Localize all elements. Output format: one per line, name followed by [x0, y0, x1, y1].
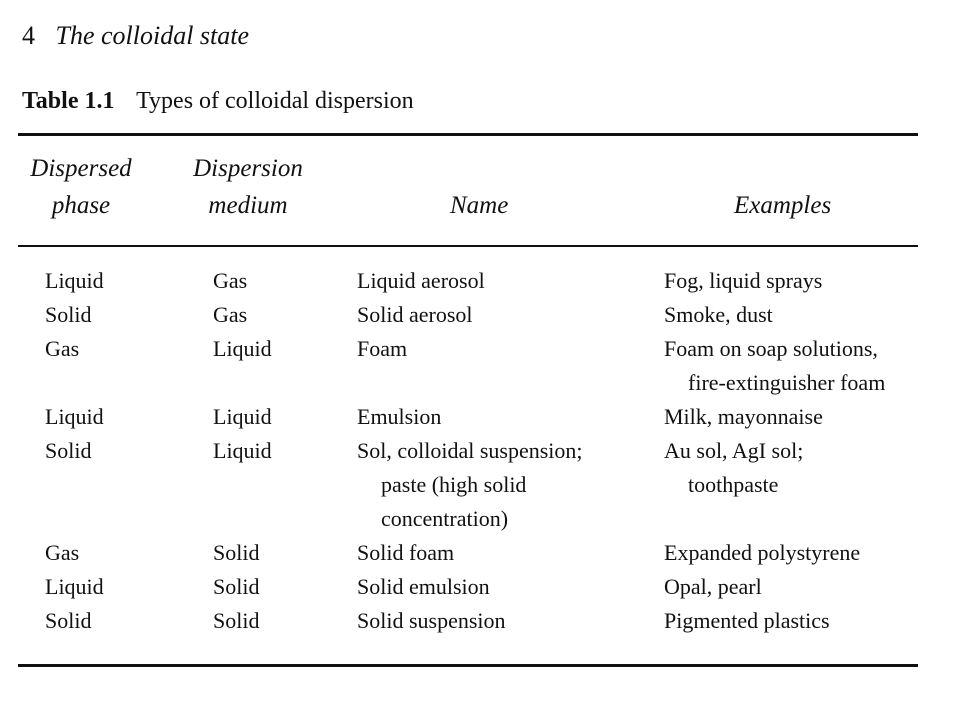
- cell-name-line: Solid emulsion: [357, 574, 490, 599]
- running-head: [22, 20, 249, 52]
- cell-name: [357, 332, 407, 366]
- cell-dispersion-medium: Gas: [213, 302, 248, 327]
- table-row: [0, 604, 960, 638]
- header-name: Name: [450, 192, 509, 219]
- cell-examples: [664, 570, 762, 604]
- page-number: 4: [22, 21, 35, 50]
- cell-examples-line: Smoke, dust: [664, 302, 773, 327]
- cell-name-line: Solid suspension: [357, 608, 506, 633]
- cell-dispersion-medium: Liquid: [213, 336, 272, 361]
- table-row: [0, 298, 960, 332]
- table-row: [0, 434, 960, 536]
- cell-name-line: Liquid aerosol: [357, 268, 485, 293]
- cell-name: [357, 400, 441, 434]
- cell-examples: [664, 434, 803, 502]
- cell-examples-line: Expanded polystyrene: [664, 540, 861, 565]
- table-label: Table 1.1: [22, 88, 115, 114]
- cell-name-line: Sol, colloidal suspension;: [357, 438, 583, 463]
- table-top-rule: [18, 133, 918, 136]
- cell-name-line: Solid foam: [357, 540, 455, 565]
- running-head-title: The colloidal state: [55, 21, 250, 50]
- cell-dispersion-medium: Liquid: [213, 404, 272, 429]
- cell-examples: [664, 400, 823, 434]
- cell-dispersed-phase: Solid: [45, 608, 92, 633]
- cell-name-line: paste (high solid: [381, 472, 527, 497]
- cell-examples: [664, 298, 773, 332]
- header-dispersed-phase: Dispersed phase: [30, 155, 132, 219]
- cell-name: [357, 536, 454, 570]
- cell-name: [357, 298, 473, 332]
- table-bottom-rule: [18, 664, 918, 667]
- table-header-rule: [18, 245, 918, 247]
- cell-dispersion-medium: Solid: [213, 540, 260, 565]
- cell-examples-line: Foam on soap solutions,: [664, 336, 878, 361]
- cell-examples-line: fire-extinguisher foam: [688, 370, 886, 395]
- cell-name: [357, 264, 485, 298]
- table-row: [0, 536, 960, 570]
- cell-name-line: Emulsion: [357, 404, 442, 429]
- cell-dispersion-medium: Gas: [213, 268, 248, 293]
- cell-dispersed-phase: Gas: [45, 540, 80, 565]
- cell-dispersed-phase: Gas: [45, 336, 80, 361]
- cell-examples: [664, 604, 830, 638]
- cell-examples: [664, 536, 860, 570]
- cell-dispersed-phase: Liquid: [45, 268, 104, 293]
- cell-examples-line: Au sol, AgI sol;: [664, 438, 804, 463]
- table-row: [0, 570, 960, 604]
- cell-dispersed-phase: Liquid: [45, 404, 104, 429]
- cell-dispersed-phase: Solid: [45, 302, 92, 327]
- table-caption: [22, 86, 414, 116]
- cell-name: [357, 434, 583, 536]
- cell-examples-line: Opal, pearl: [664, 574, 762, 599]
- header-dispersion-medium: Dispersion medium: [193, 155, 303, 219]
- table-body: [0, 264, 960, 638]
- table-row: [0, 400, 960, 434]
- cell-examples-line: Fog, liquid sprays: [664, 268, 823, 293]
- cell-dispersion-medium: Solid: [213, 608, 260, 633]
- cell-examples-line: Pigmented plastics: [664, 608, 830, 633]
- cell-name-line: Solid aerosol: [357, 302, 473, 327]
- cell-name: [357, 604, 506, 638]
- cell-examples-line: toothpaste: [688, 472, 779, 497]
- cell-examples: [664, 332, 885, 400]
- cell-dispersion-medium: Liquid: [213, 438, 272, 463]
- cell-name: [357, 570, 490, 604]
- cell-dispersed-phase: Liquid: [45, 574, 104, 599]
- cell-examples-line: Milk, mayonnaise: [664, 404, 823, 429]
- header-examples: Examples: [734, 192, 832, 219]
- cell-dispersion-medium: Solid: [213, 574, 260, 599]
- cell-examples: [664, 264, 822, 298]
- table-row: [0, 332, 960, 400]
- cell-name-line: concentration): [381, 506, 509, 531]
- cell-dispersed-phase: Solid: [45, 438, 92, 463]
- cell-name-line: Foam: [357, 336, 408, 361]
- table-caption-text: Types of colloidal dispersion: [136, 88, 414, 114]
- table-row: [0, 264, 960, 298]
